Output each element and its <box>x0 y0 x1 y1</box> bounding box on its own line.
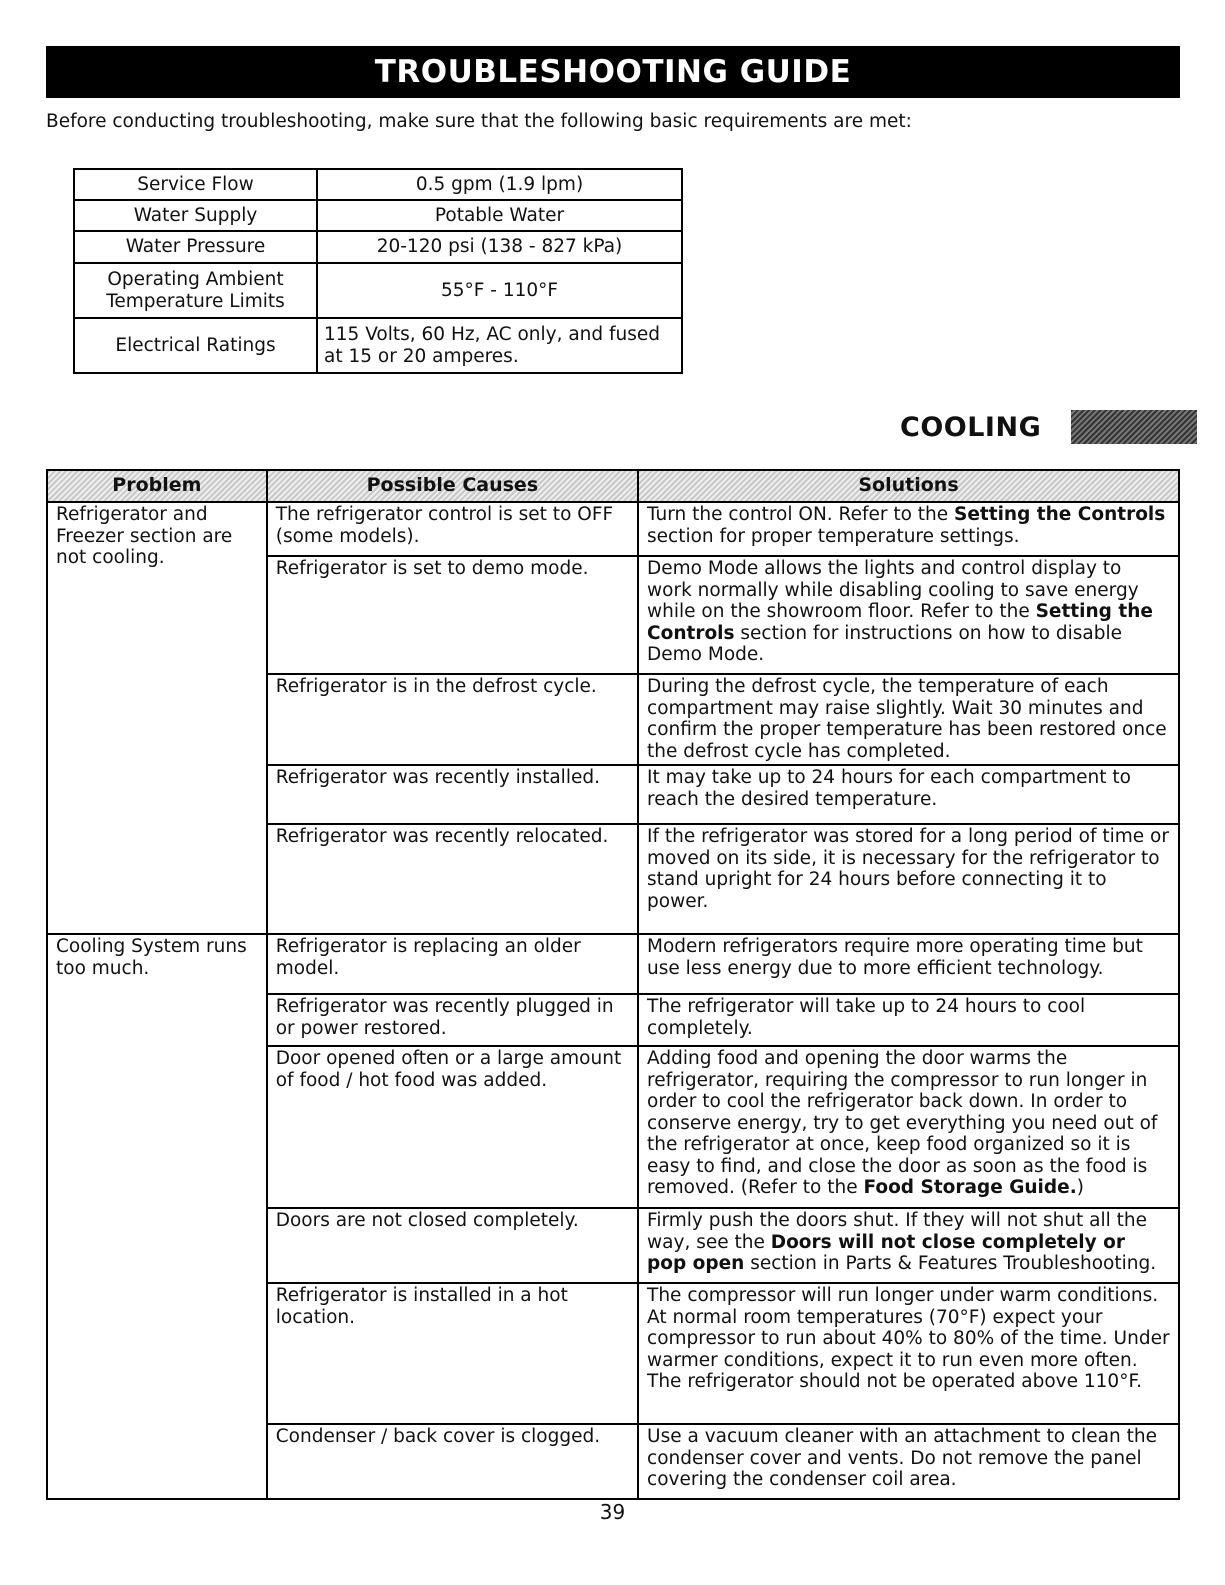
solution-cell <box>638 1283 1179 1424</box>
problem-cell: Cooling System runs too much. <box>47 934 267 1499</box>
solution-cell <box>638 994 1179 1046</box>
table-row <box>47 502 1179 556</box>
intro-text: Before conducting troubleshooting, make sure that the following basic requirements are met: <box>46 111 912 132</box>
solution-text: The compressor will run longer under warm conditions. At normal room temperatures (70°F) expect your compressor to run about 40% to 80% of the time. Under warmer conditions, expect it to run even more often. The refrigerator should not be operated above 110°F. <box>647 1285 1170 1392</box>
cause-cell: Refrigerator is installed in a hot location. <box>267 1283 638 1424</box>
section-title: COOLING <box>900 411 1042 443</box>
solution-cell <box>638 502 1179 556</box>
solution-cell <box>638 674 1179 765</box>
cause-cell: Refrigerator is replacing an older model. <box>267 934 638 994</box>
cause-cell: Condenser / back cover is clogged. <box>267 1424 638 1499</box>
requirements-table <box>73 168 683 374</box>
table-row <box>74 263 682 318</box>
requirement-label: Operating Ambient Temperature Limits <box>74 263 317 318</box>
requirement-label: Water Supply <box>74 200 317 231</box>
solution-text: If the refrigerator was stored for a long period of time or moved on its side, it is necessary for the refrigerator to stand upright for 24 hours before connecting it to power. <box>647 826 1169 912</box>
table-row <box>74 231 682 263</box>
page-title-bar <box>46 46 1180 98</box>
solution-text: ) <box>1076 1177 1084 1198</box>
requirement-value: 55°F - 110°F <box>317 263 682 318</box>
cause-cell: Refrigerator was recently relocated. <box>267 824 638 934</box>
solution-cell <box>638 1046 1179 1208</box>
solution-text: Adding food and opening the door warms the refrigerator, requiring the compressor to run longer in order to cool the refrigerator back down. In order to conserve energy, try to get everything you need out of the refrigerator at once, keep food organized so it is easy to find, and close the door as soon as the food is removed. (Refer to the <box>647 1048 1158 1198</box>
solution-cell <box>638 934 1179 994</box>
solution-cell <box>638 824 1179 934</box>
solution-text: Use a vacuum cleaner with an attachment to clean the condenser cover and vents. Do not remove the panel covering the condenser coil area. <box>647 1426 1157 1490</box>
requirement-value: Potable Water <box>317 200 682 231</box>
solution-text: Demo Mode allows the lights and control display to work normally while disabling cooling to save energy while on the showroom floor. Refer to the <box>647 558 1139 622</box>
solution-text: It may take up to 24 hours for each compartment to reach the desired temperature. <box>647 767 1131 810</box>
table-row <box>74 169 682 200</box>
cause-cell: The refrigerator control is set to OFF (some models). <box>267 502 638 556</box>
table-row <box>74 318 682 373</box>
solution-text: section for proper temperature settings. <box>647 525 1020 547</box>
cause-cell: Refrigerator was recently plugged in or power restored. <box>267 994 638 1046</box>
requirement-value: 20-120 psi (138 - 827 kPa) <box>317 231 682 263</box>
problem-cell: Refrigerator and Freezer section are not cooling. <box>47 502 267 934</box>
requirement-value: 115 Volts, 60 Hz, AC only, and fused at 15 or 20 amperes. <box>317 318 682 373</box>
solution-reference: Doors will not close completely or pop open <box>647 1231 1125 1274</box>
cause-cell: Doors are not closed completely. <box>267 1208 638 1283</box>
solution-cell <box>638 1208 1179 1283</box>
table-header-row <box>47 470 1179 502</box>
header-possible-causes: Possible Causes <box>267 470 638 502</box>
page-title: TROUBLESHOOTING GUIDE <box>374 54 852 90</box>
requirement-value: 0.5 gpm (1.9 lpm) <box>317 169 682 200</box>
table-row <box>47 934 1179 994</box>
requirement-label: Water Pressure <box>74 231 317 263</box>
solution-text: Modern refrigerators require more operating time but use less energy due to more efficient technology. <box>647 936 1143 979</box>
solution-reference: Food Storage Guide. <box>863 1177 1077 1198</box>
solution-text: section in Parts & Features Troubleshooting. <box>744 1253 1157 1274</box>
solution-text: During the defrost cycle, the temperature of each compartment may raise slightly. Wait 30 minutes and confirm the proper temperature has been restored once the defrost cycle has completed. <box>647 676 1167 762</box>
header-problem: Problem <box>47 470 267 502</box>
requirement-label: Service Flow <box>74 169 317 200</box>
solution-text: section for instructions on how to disable Demo Mode. <box>647 622 1123 665</box>
troubleshooting-table <box>46 469 1180 1500</box>
header-solutions: Solutions <box>638 470 1179 502</box>
solution-reference: Setting the Controls <box>954 504 1166 525</box>
solution-text: Firmly push the doors shut. If they will not shut all the way, see the <box>647 1210 1148 1253</box>
page-number: 39 <box>599 1500 626 1524</box>
solution-reference: Setting the Controls <box>647 601 1153 644</box>
table-row <box>74 200 682 231</box>
cause-cell: Door opened often or a large amount of food / hot food was added. <box>267 1046 638 1208</box>
cause-cell: Refrigerator is in the defrost cycle. <box>267 674 638 765</box>
solution-text: The refrigerator will take up to 24 hours to cool completely. <box>647 996 1086 1039</box>
cause-cell: Refrigerator is set to demo mode. <box>267 556 638 674</box>
solution-cell <box>638 765 1179 824</box>
section-heading <box>900 410 1197 444</box>
solution-cell <box>638 556 1179 674</box>
solution-text: Turn the control ON. Refer to the <box>647 504 955 525</box>
requirement-label: Electrical Ratings <box>74 318 317 373</box>
cause-cell: Refrigerator was recently installed. <box>267 765 638 824</box>
solution-cell <box>638 1424 1179 1499</box>
section-swatch <box>1071 410 1197 444</box>
